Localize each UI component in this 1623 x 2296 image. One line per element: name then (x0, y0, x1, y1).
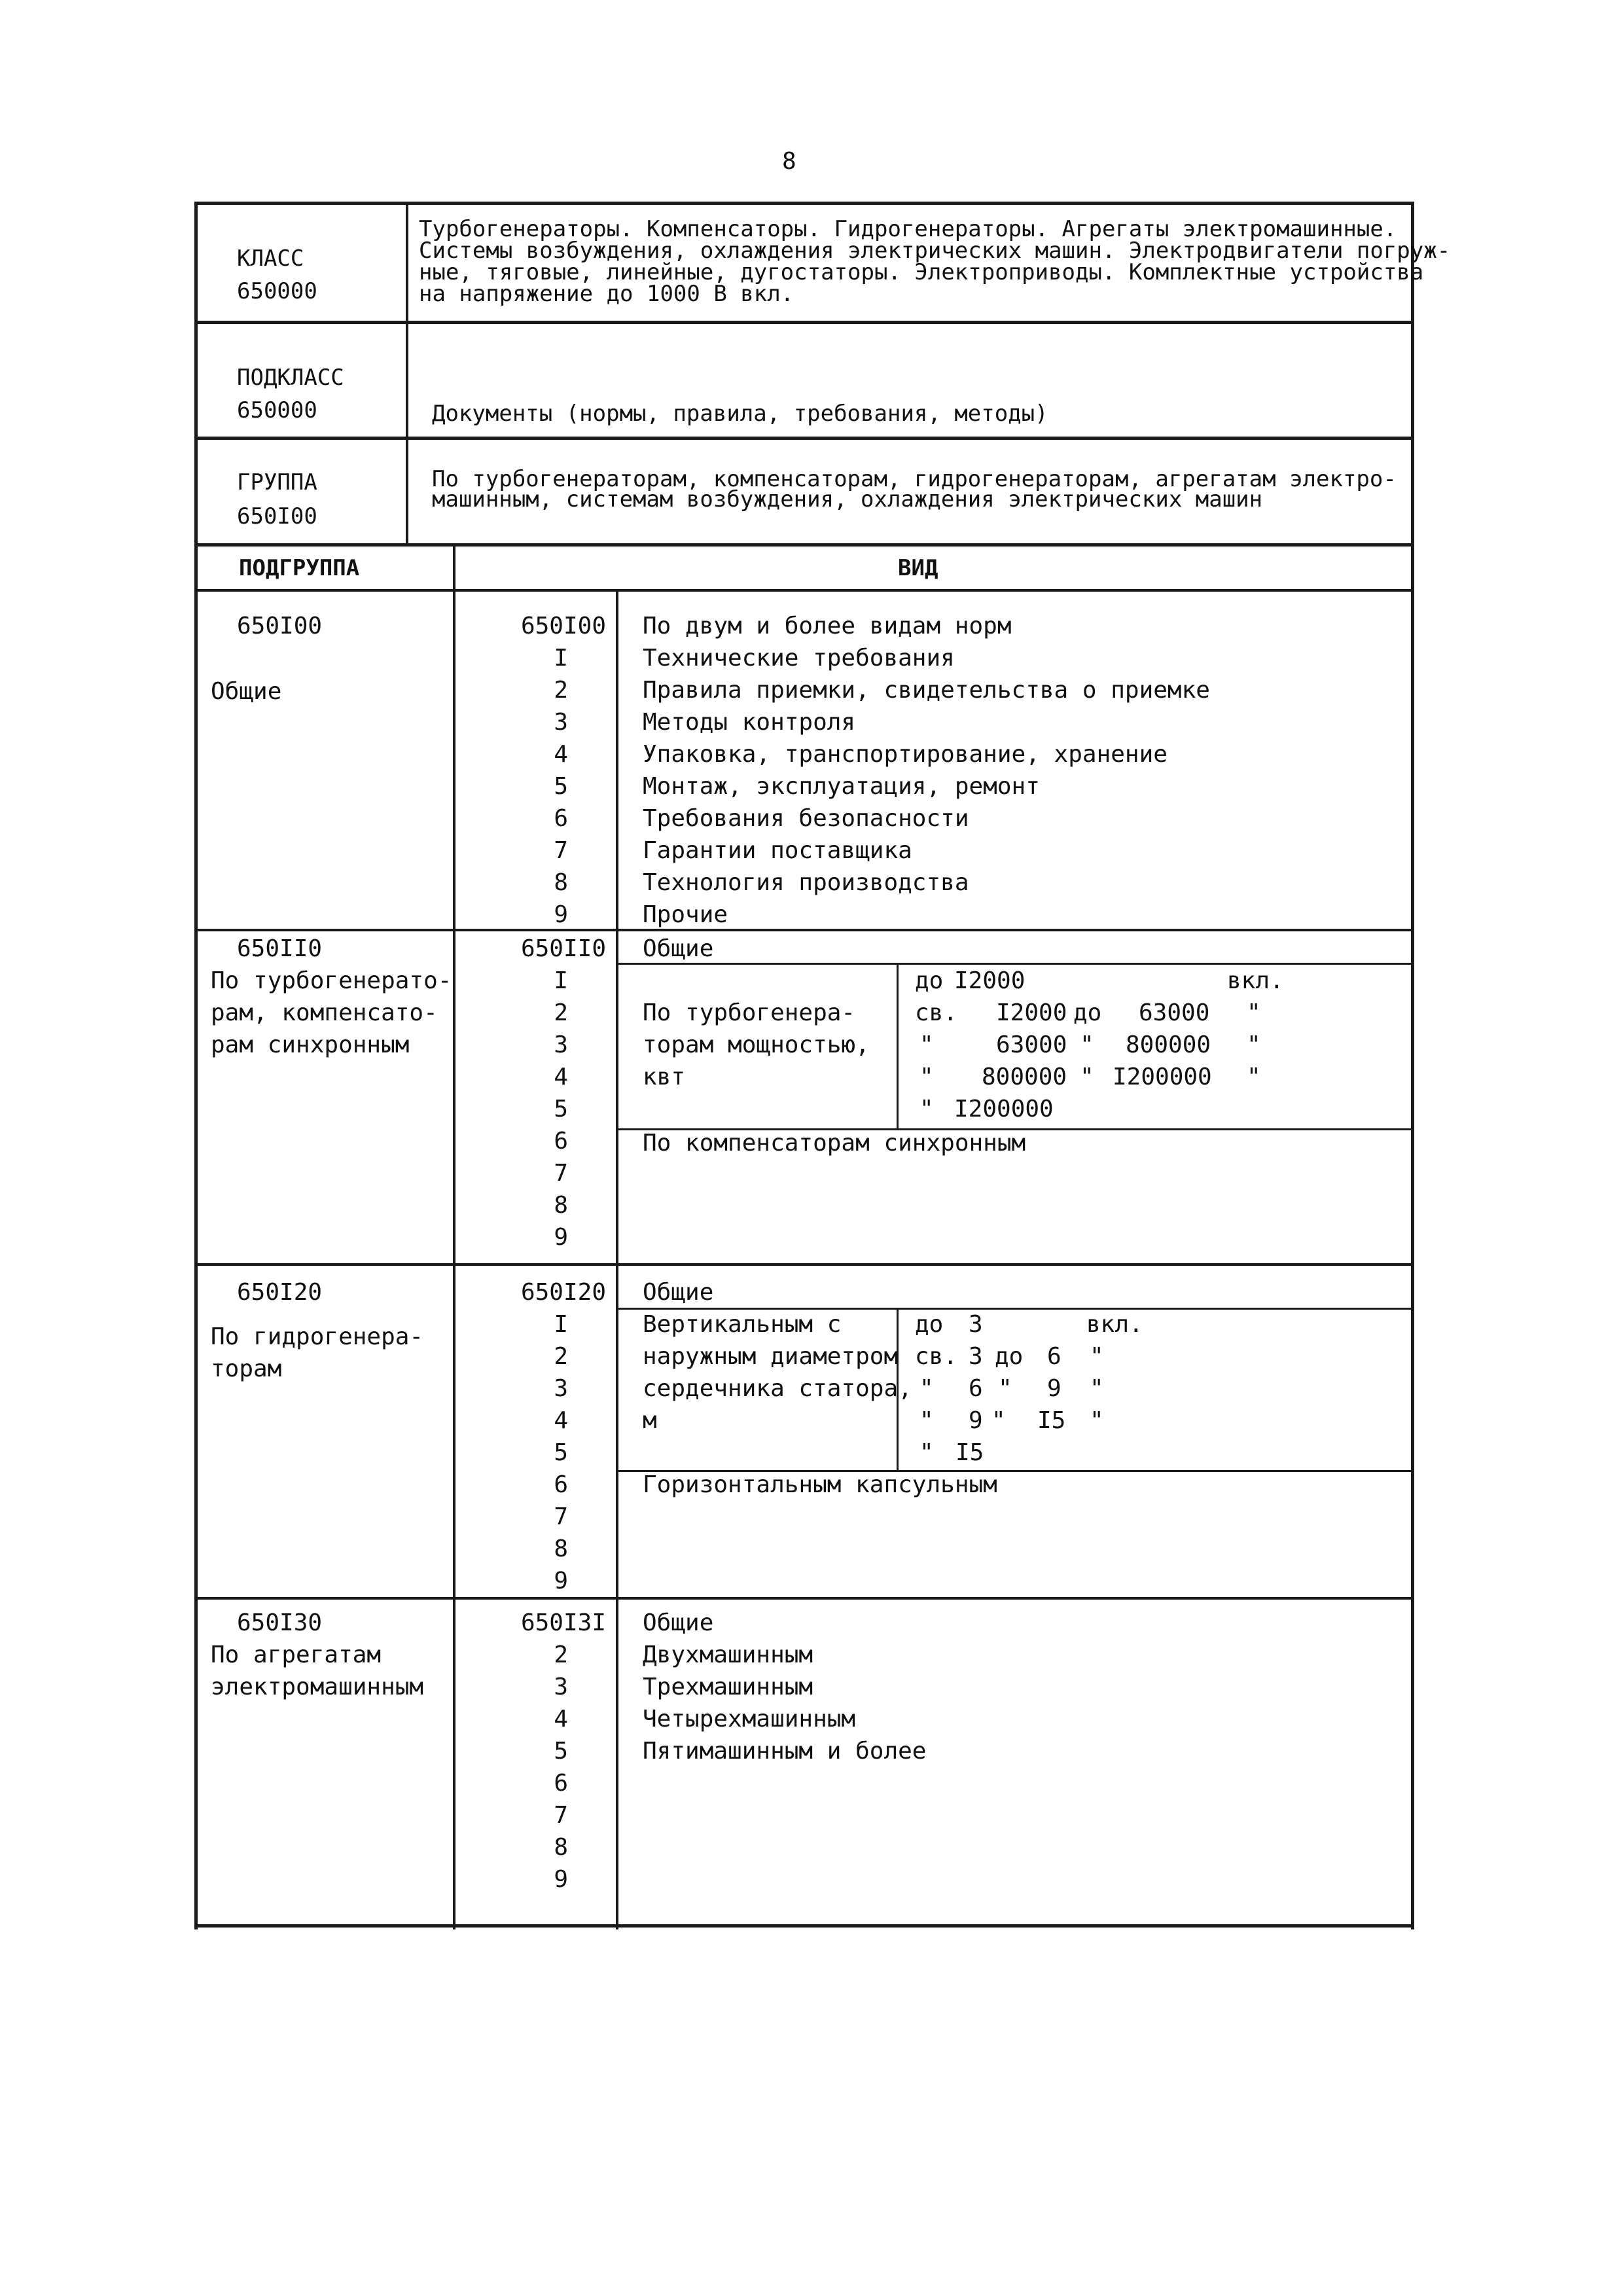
vid-item: Технология производства (643, 869, 969, 896)
range-cell: " (919, 1064, 934, 1090)
code-cell: 4 (554, 1407, 568, 1434)
vid-item: Требования безопасности (643, 805, 969, 832)
range-cell: 6 (969, 1375, 983, 1402)
code-cell: 7 (554, 1802, 568, 1829)
vid-item: По компенсаторам синхронным (643, 1130, 1026, 1157)
subgroup-name: рам синхронным (211, 1031, 410, 1058)
range-cell: " (919, 1031, 934, 1058)
subgroup-name: торам (211, 1355, 282, 1382)
range-cell: I200000 (1113, 1064, 1212, 1090)
range-cell: 9 (969, 1407, 983, 1434)
nested-label: м (643, 1407, 657, 1434)
header-column-divider (406, 202, 408, 547)
podklass-label: ПОДКЛАСС (237, 365, 344, 391)
nested-label: Вертикальным с (643, 1311, 842, 1338)
code-cell: 6 (554, 1471, 568, 1498)
range-cell: " (919, 1407, 934, 1434)
klass-code: 650000 (237, 278, 317, 304)
subgroup-column-divider (453, 589, 455, 1929)
klass-text-line: ные, тяговые, линейные, дугостаторы. Электроприводы. Комплектные устройства (419, 259, 1424, 285)
vid-item: Горизонтальным капсульным (643, 1471, 997, 1498)
code-column-divider (616, 589, 618, 1929)
range-cell: до (915, 967, 944, 994)
range-cell: " (1080, 1031, 1094, 1058)
gruppa-bottom-border (194, 543, 1414, 547)
code-cell: 4 (554, 1706, 568, 1732)
range-cell: 63000 (996, 1031, 1067, 1058)
klass-bottom-border (194, 321, 1414, 324)
range-cell: 6 (1047, 1343, 1061, 1370)
range-cell: " (919, 1375, 934, 1402)
header-subcolumn-divider (453, 547, 455, 592)
range-cell: 9 (1047, 1375, 1061, 1402)
range-cell: вкл. (1086, 1311, 1143, 1338)
range-cell: " (1090, 1407, 1104, 1434)
code-cell: 7 (554, 1503, 568, 1530)
subgroup-code: 650I20 (237, 1279, 323, 1306)
podklass-bottom-border (194, 437, 1414, 440)
klass-text-line: Системы возбуждения, охлаждения электрических машин. Электродвигатели погруж- (419, 238, 1451, 264)
code-cell: 7 (554, 837, 568, 864)
nested-label: квт (643, 1064, 686, 1090)
code-cell: 8 (554, 1834, 568, 1861)
code-cell: 2 (554, 1343, 568, 1370)
nested-divider (897, 963, 899, 1130)
code-cell: 7 (554, 1160, 568, 1187)
table-right-border (1411, 202, 1414, 1929)
code-cell: 8 (554, 1192, 568, 1219)
code-cell: 9 (554, 901, 568, 928)
table-bottom-border (194, 1924, 1414, 1928)
range-cell: вкл. (1227, 967, 1284, 994)
section-divider (194, 1597, 1414, 1600)
podklass-text: Документы (нормы, правила, требования, методы) (432, 401, 1048, 427)
subgroup-code: 650I00 (237, 613, 323, 639)
range-cell: 800000 (1126, 1031, 1211, 1058)
column-header-bottom-border (194, 589, 1414, 592)
range-cell: 63000 (1139, 999, 1210, 1026)
page-number: 8 (782, 148, 796, 175)
range-cell: " (1247, 999, 1261, 1026)
code-cell: 3 (554, 709, 568, 736)
range-cell: 3 (969, 1311, 983, 1338)
vid-item: Общие (643, 1609, 714, 1636)
vid-item: Прочие (643, 901, 728, 928)
range-cell: св. (915, 999, 958, 1026)
table-left-border (194, 202, 198, 1929)
range-cell: до (995, 1343, 1024, 1370)
range-cell: " (991, 1407, 1006, 1434)
subgroup-code: 650II0 (237, 935, 323, 962)
gruppa-text-line: По турбогенераторам, компенсаторам, гидрогенераторам, агрегатам электро- (432, 466, 1397, 492)
code-cell: 9 (554, 1568, 568, 1594)
range-cell: " (1247, 1031, 1261, 1058)
code-cell: 3 (554, 1031, 568, 1058)
code-cell: 8 (554, 869, 568, 896)
range-cell: 800000 (982, 1064, 1067, 1090)
code-cell: 5 (554, 1096, 568, 1122)
range-cell: " (919, 1096, 934, 1122)
vid-item: Правила приемки, свидетельства о приемке (643, 677, 1210, 704)
range-cell: I5 (955, 1439, 984, 1466)
code-cell: 6 (554, 1770, 568, 1797)
vid-item: Двухмашинным (643, 1641, 813, 1668)
range-cell: I2000 (996, 999, 1067, 1026)
code-cell: 5 (554, 1738, 568, 1765)
vid-item: Гарантии поставщика (643, 837, 912, 864)
subgroup-name: электромашинным (211, 1674, 424, 1700)
subgroup-name: По гидрогенера- (211, 1323, 424, 1350)
nested-label: наружным диаметром (643, 1343, 899, 1370)
vid-header: ВИД (898, 555, 938, 581)
range-cell: св. (915, 1343, 958, 1370)
code-cell: 9 (554, 1224, 568, 1251)
subgroup-code: 650I30 (237, 1609, 323, 1636)
range-cell: " (1090, 1343, 1104, 1370)
section-divider (194, 929, 1414, 931)
subgroup-name: Общие (211, 678, 282, 705)
vid-item: Пятимашинным и более (643, 1738, 927, 1765)
vid-item: Общие (643, 935, 714, 962)
vid-item: Четырехмашинным (643, 1706, 856, 1732)
vid-item: Монтаж, эксплуатация, ремонт (643, 773, 1040, 800)
code-cell: 3 (554, 1375, 568, 1402)
code-cell: 650I00 (520, 613, 606, 639)
code-cell: 5 (554, 773, 568, 800)
gruppa-code: 650I00 (237, 503, 317, 529)
range-cell: I200000 (954, 1096, 1054, 1122)
code-cell: 9 (554, 1866, 568, 1893)
code-cell: 2 (554, 677, 568, 704)
code-cell: 650I20 (520, 1279, 606, 1306)
vid-item: Общие (643, 1279, 714, 1306)
vid-item: По двум и более видам норм (643, 613, 1012, 639)
klass-text-line: Турбогенераторы. Компенсаторы. Гидрогенераторы. Агрегаты электромашинные. (419, 216, 1397, 242)
range-cell: " (919, 1439, 934, 1466)
code-cell: I (554, 967, 568, 994)
code-cell: 2 (554, 1641, 568, 1668)
code-cell: 3 (554, 1674, 568, 1700)
gruppa-label: ГРУППА (237, 469, 317, 495)
podklass-code: 650000 (237, 397, 317, 423)
range-cell: " (998, 1375, 1012, 1402)
code-cell: 8 (554, 1535, 568, 1562)
gruppa-text-line: машинным, системам возбуждения, охлаждения электрических машин (432, 486, 1263, 512)
code-cell: 4 (554, 741, 568, 768)
nested-label: сердечника статора, (643, 1375, 912, 1402)
vid-item: Методы контроля (643, 709, 856, 736)
code-cell: I (554, 1311, 568, 1338)
code-cell: 4 (554, 1064, 568, 1090)
code-cell: 5 (554, 1439, 568, 1466)
range-cell: I5 (1037, 1407, 1066, 1434)
code-cell: 6 (554, 1128, 568, 1155)
range-cell: " (1247, 1064, 1261, 1090)
nested-label: торам мощностью, (643, 1031, 870, 1058)
code-cell: 2 (554, 999, 568, 1026)
klass-text-line: на напряжение до 1000 В вкл. (419, 281, 794, 307)
range-cell: до (915, 1311, 944, 1338)
section-divider (194, 1263, 1414, 1266)
code-cell: 6 (554, 805, 568, 832)
range-cell: до (1073, 999, 1102, 1026)
range-cell: I2000 (954, 967, 1026, 994)
code-cell: 650II0 (520, 935, 606, 962)
vid-item: Трехмашинным (643, 1674, 813, 1700)
range-cell: " (1080, 1064, 1094, 1090)
table-top-border (194, 202, 1414, 205)
klass-label: КЛАСС (237, 245, 304, 272)
code-cell: I (554, 645, 568, 672)
code-cell: 650I3I (520, 1609, 606, 1636)
range-cell: " (1090, 1375, 1104, 1402)
nested-label: По турбогенера- (643, 999, 856, 1026)
vid-item: Технические требования (643, 645, 955, 672)
subgroup-name: рам, компенсато- (211, 999, 438, 1026)
subgroup-name: По турбогенерато- (211, 967, 452, 994)
podgruppa-header: ПОДГРУППА (239, 555, 360, 581)
vid-item: Упаковка, транспортирование, хранение (643, 741, 1168, 768)
subgroup-name: По агрегатам (211, 1641, 382, 1668)
range-cell: 3 (969, 1343, 983, 1370)
